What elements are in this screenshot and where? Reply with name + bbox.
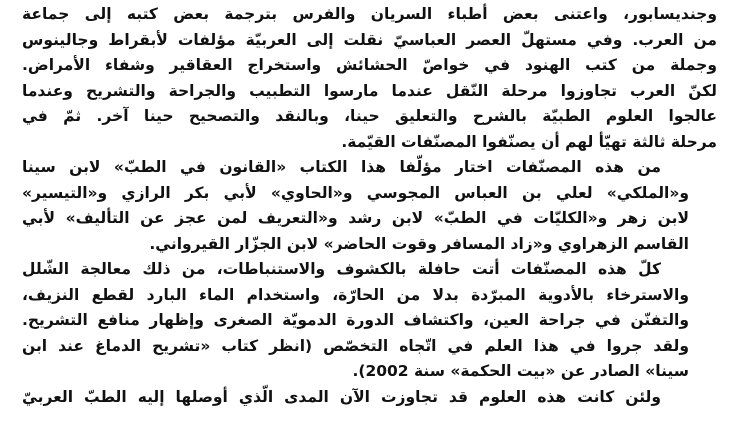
body-text	[22, 2, 717, 410]
text-line: لابن زهر و«الكليّات في الطبّ» لابن رشد و«التعريف لمن عجز عن التأليف» لأبي	[22, 209, 689, 227]
text-line: والاسترخاء بالأدوية المبرّدة بدلا من الحارّة، واستخدام الماء البارد لقطع النزيف،	[22, 285, 689, 304]
text-line: مرحلة ثالثة تهيّأ لهم أن يصنّفوا المصنّفات القيّمة.	[341, 132, 717, 151]
paragraph-3	[22, 257, 717, 385]
text-line: عالجوا العلوم الطبيّة بالشرح والتعليق حينا، وبالنقد والتصحيح حينا آخر. ثمّ في	[22, 107, 717, 125]
text-line: لكنّ العرب تجاوزوا مرحلة النّقل عندما مارسوا التطبيب والجراحة والتشريح وعندما	[22, 81, 717, 100]
text-line: وجملة من كتب الهنود في خواصّ الحشائش واستخراج العقاقير وشفاء الأمراض.	[22, 56, 717, 74]
text-line: ولئن كانت هذه العلوم قد تجاوزت الآن المدى الّذي أوصلها إليه الطبّ العربيّ	[22, 387, 661, 406]
text-line: كلّ هذه المصنّفات أتت حافلة بالكشوف والاستنباطات، من ذلك معالجة الشّلل	[22, 260, 661, 278]
text-line: وجنديسابور، واعتنى بعض أطباء السريان والفرس بترجمة بعض كتبه إلى جماعة	[22, 5, 717, 23]
paragraph-1	[22, 2, 717, 155]
text-line: و«الملكي» لعلي بن العباس المجوسي و«الحاوي» لأبي بكر الرازي و«التيسير»	[22, 183, 689, 202]
paragraph-2	[22, 155, 717, 257]
text-line: والتفنّن في جراحة العين، واكتشاف الدورة الدمويّة الصغرى وإظهار منافع التشريح.	[22, 311, 689, 329]
paragraph-4	[22, 385, 717, 411]
text-line: سينا» الصادر عن «بيت الحكمة» سنة 2002).	[352, 362, 689, 380]
text-line: القاسم الزهراوي و«زاد المسافر وقوت الحاضر» لابن الجزّار القيرواني.	[149, 234, 689, 253]
text-line: من هذه المصنّفات اختار مؤلّفا هذا الكتاب «القانون في الطبّ» لابن سينا	[22, 158, 661, 176]
text-line: من العرب. وفي مستهلّ العصر العباسيّ نقلت إلى العربيّة مؤلفات لأبقراط وجالينوس	[22, 30, 717, 49]
text-line: ولقد جروا في هذا العلم في اتّجاه التخصّص (انظر كتاب «تشريح الدماغ عند ابن	[22, 336, 689, 355]
